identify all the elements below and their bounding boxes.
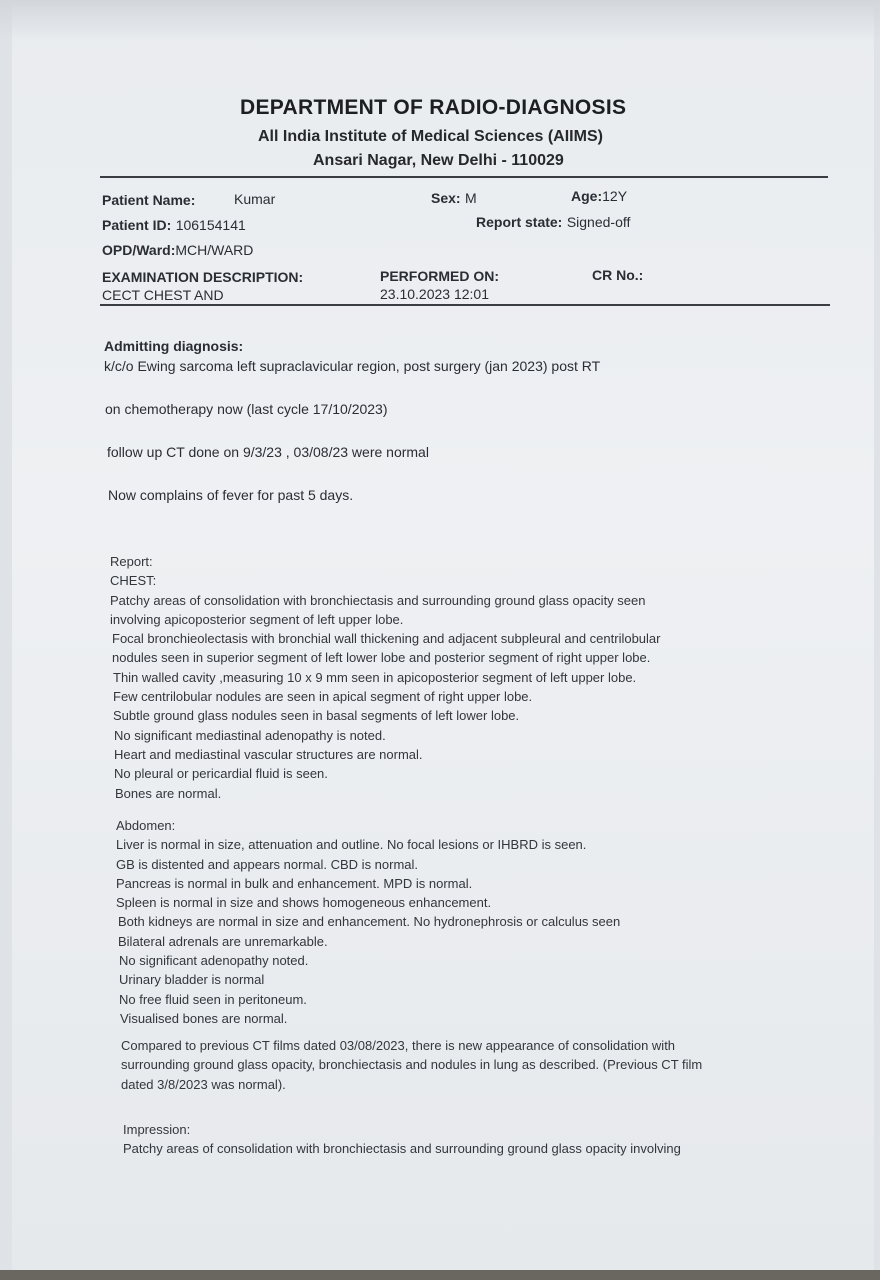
report-line: Patchy areas of consolidation with bronchiectasis and surrounding ground glass opacity seen	[110, 592, 646, 608]
abdomen-report-section	[116, 816, 620, 1028]
opd-value: MCH/WARD	[175, 242, 254, 258]
patient-id-value: 106154141	[175, 217, 246, 233]
institute-address: Ansari Nagar, New Delhi - 110029	[313, 152, 564, 169]
report-line: Few centrilobular nodules are seen in apical segment of right upper lobe.	[113, 689, 533, 705]
report-line: Spleen is normal in size and shows homogeneous enhancement.	[116, 895, 492, 911]
report-line: Liver is normal in size, attenuation and outline. No focal lesions or IHBRD is seen.	[116, 837, 587, 853]
age-value: 12Y	[602, 188, 628, 204]
chest-heading: CHEST:	[110, 573, 157, 589]
report-line: No pleural or pericardial fluid is seen.	[114, 766, 328, 782]
report-line: No significant adenopathy noted.	[119, 953, 309, 969]
admitting-line: on chemotherapy now (last cycle 17/10/2023)	[105, 401, 388, 417]
report-state-value: Signed-off	[566, 214, 631, 230]
report-line: Focal bronchieolectasis with bronchial wall thickening and adjacent subpleural and centrilobular	[112, 631, 661, 647]
report-line: Heart and mediastinal vascular structures are normal.	[114, 746, 423, 762]
chest-report-section	[110, 552, 661, 803]
report-line: Thin walled cavity ,measuring 10 x 9 mm seen in apicoposterior segment of left upper lobe.	[113, 669, 637, 685]
comparison-section	[121, 1036, 702, 1094]
performed-on-label: PERFORMED ON:	[380, 268, 499, 284]
report-state-field	[476, 214, 630, 232]
report-line: No free fluid seen in peritoneum.	[119, 991, 307, 1007]
abdomen-heading: Abdomen:	[116, 818, 176, 833]
report-line: surrounding ground glass opacity, bronchiectasis and nodules in lung as described. (Previous CT film	[121, 1057, 703, 1073]
desk-edge	[0, 1270, 880, 1280]
patient-divider	[100, 304, 830, 306]
header-divider	[100, 176, 828, 178]
institute-name: All India Institute of Medical Sciences (AIIMS)	[258, 128, 603, 145]
performed-on-value: 23.10.2023 12:01	[380, 286, 489, 302]
report-line: Pancreas is normal in bulk and enhancement. MPD is normal.	[116, 875, 473, 891]
report-line: Patchy areas of consolidation with bronchiectasis and surrounding ground glass opacity involving	[123, 1141, 681, 1157]
report-line: Bones are normal.	[115, 785, 222, 801]
patient-id-field	[102, 217, 246, 235]
cr-number-label: CR No.:	[592, 267, 644, 283]
opd-field	[102, 242, 253, 260]
admitting-line: Now complains of fever for past 5 days.	[108, 487, 354, 503]
sex-field	[431, 190, 477, 208]
report-line: Both kidneys are normal in size and enhancement. No hydronephrosis or calculus seen	[118, 914, 621, 930]
admitting-diagnosis-heading: Admitting diagnosis:	[104, 338, 244, 354]
department-title: DEPARTMENT OF RADIO-DIAGNOSIS	[240, 96, 627, 119]
admitting-line: k/c/o Ewing sarcoma left supraclavicular region, post surgery (jan 2023) post RT	[104, 358, 601, 374]
report-line: Compared to previous CT films dated 03/08/2023, there is new appearance of consolidation with	[121, 1038, 676, 1053]
report-line: nodules seen in superior segment of left lower lobe and posterior segment of right upper lobe.	[112, 650, 651, 666]
report-line: Urinary bladder is normal	[119, 972, 265, 988]
age-field	[571, 188, 627, 206]
opd-label: OPD/Ward:	[102, 242, 176, 258]
report-heading: Report:	[110, 554, 153, 569]
report-line: Bilateral adrenals are unremarkable.	[118, 933, 328, 949]
report-line: Visualised bones are normal.	[120, 1010, 288, 1026]
page-shadow	[0, 0, 880, 40]
age-label: Age:	[571, 188, 603, 204]
report-line: GB is distented and appears normal. CBD is normal.	[116, 856, 419, 872]
sex-label: Sex:	[431, 190, 461, 206]
patient-name-value: Kumar	[234, 191, 276, 207]
impression-section	[123, 1120, 681, 1159]
impression-heading: Impression:	[123, 1122, 191, 1137]
report-line: dated 3/8/2023 was normal).	[121, 1076, 286, 1092]
sex-value: M	[465, 190, 477, 206]
exam-description-label: EXAMINATION DESCRIPTION:	[102, 269, 304, 285]
patient-name-label: Patient Name:	[102, 192, 196, 208]
report-line: No significant mediastinal adenopathy is noted.	[114, 727, 386, 743]
report-line: involving apicoposterior segment of left upper lobe.	[110, 611, 404, 627]
report-line: Subtle ground glass nodules seen in basal segments of left lower lobe.	[113, 708, 520, 724]
admitting-line: follow up CT done on 9/3/23 , 03/08/23 were normal	[107, 444, 429, 460]
patient-id-label: Patient ID:	[102, 217, 172, 233]
report-state-label: Report state:	[476, 214, 563, 230]
exam-description-value: CECT CHEST AND	[102, 287, 224, 303]
